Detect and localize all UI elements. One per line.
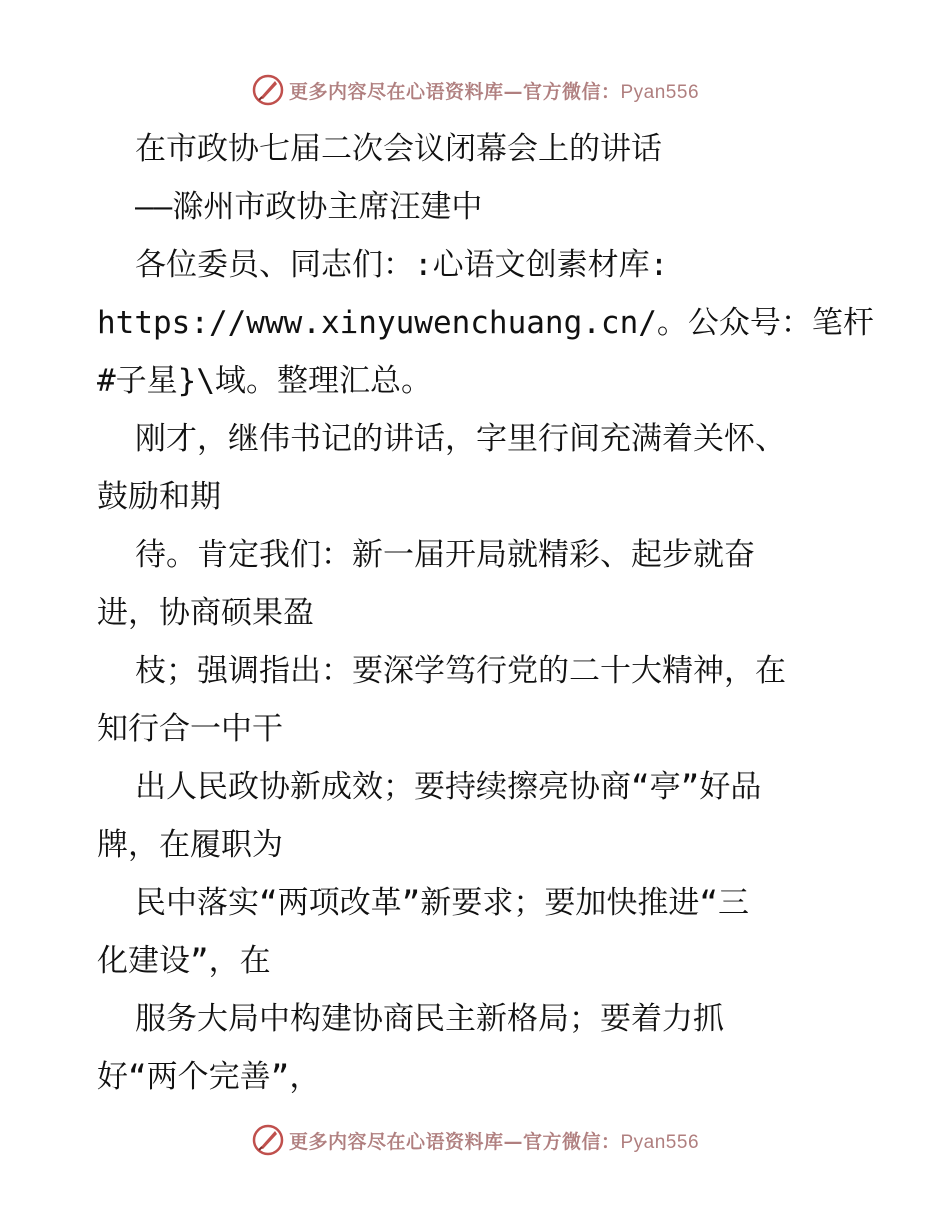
footer-banner-account: Pyan556 [620, 1131, 700, 1153]
body-line: 牌，在履职为 [97, 827, 283, 863]
body-line: 待。肯定我们：新一届开局就精彩、起步就奋 [135, 537, 755, 573]
body-line: 服务大局中构建协商民主新格局；要着力抓 [135, 1001, 724, 1037]
body-line: 刚才，继伟书记的讲话，字里行间充满着关怀、 [135, 421, 786, 457]
body-line: 出人民政协新成效；要持续擦亮协商“亭”好品 [135, 769, 762, 805]
header-banner [0, 72, 950, 108]
document-title: 在市政协七届二次会议闭幕会上的讲话 [135, 131, 662, 167]
quill-pen-logo-icon [251, 1123, 285, 1157]
footer-banner [0, 1122, 950, 1158]
body-line: 枝；强调指出：要深学笃行党的二十大精神，在 [135, 653, 786, 689]
body-line: #子星}\域。整理汇总。 [97, 363, 432, 399]
body-line: 化建设”，在 [97, 943, 271, 979]
body-line: 进，协商硕果盈 [97, 595, 314, 631]
body-line: 好“两个完善”， [97, 1059, 321, 1095]
body-line: 各位委员、同志们：:心语文创素材库: [135, 247, 669, 283]
footer-banner-label: 更多内容尽在心语资料库—官方微信： [288, 1130, 621, 1153]
header-banner-label: 更多内容尽在心语资料库—官方微信： [288, 80, 621, 103]
header-banner-text [289, 77, 699, 104]
body-line: https://www.xinyuwenchuang.cn/。公众号：笔杆 [97, 305, 874, 341]
document-body [97, 120, 874, 1106]
header-banner-account: Pyan556 [620, 81, 700, 103]
document-subtitle: ——滁州市政协主席汪建中 [135, 189, 483, 225]
body-line: 民中落实“两项改革”新要求；要加快推进“三 [135, 885, 749, 921]
body-line: 知行合一中干 [97, 711, 283, 747]
body-line: 鼓励和期 [97, 479, 221, 515]
quill-pen-logo-icon [251, 73, 285, 107]
footer-banner-text [289, 1127, 699, 1154]
